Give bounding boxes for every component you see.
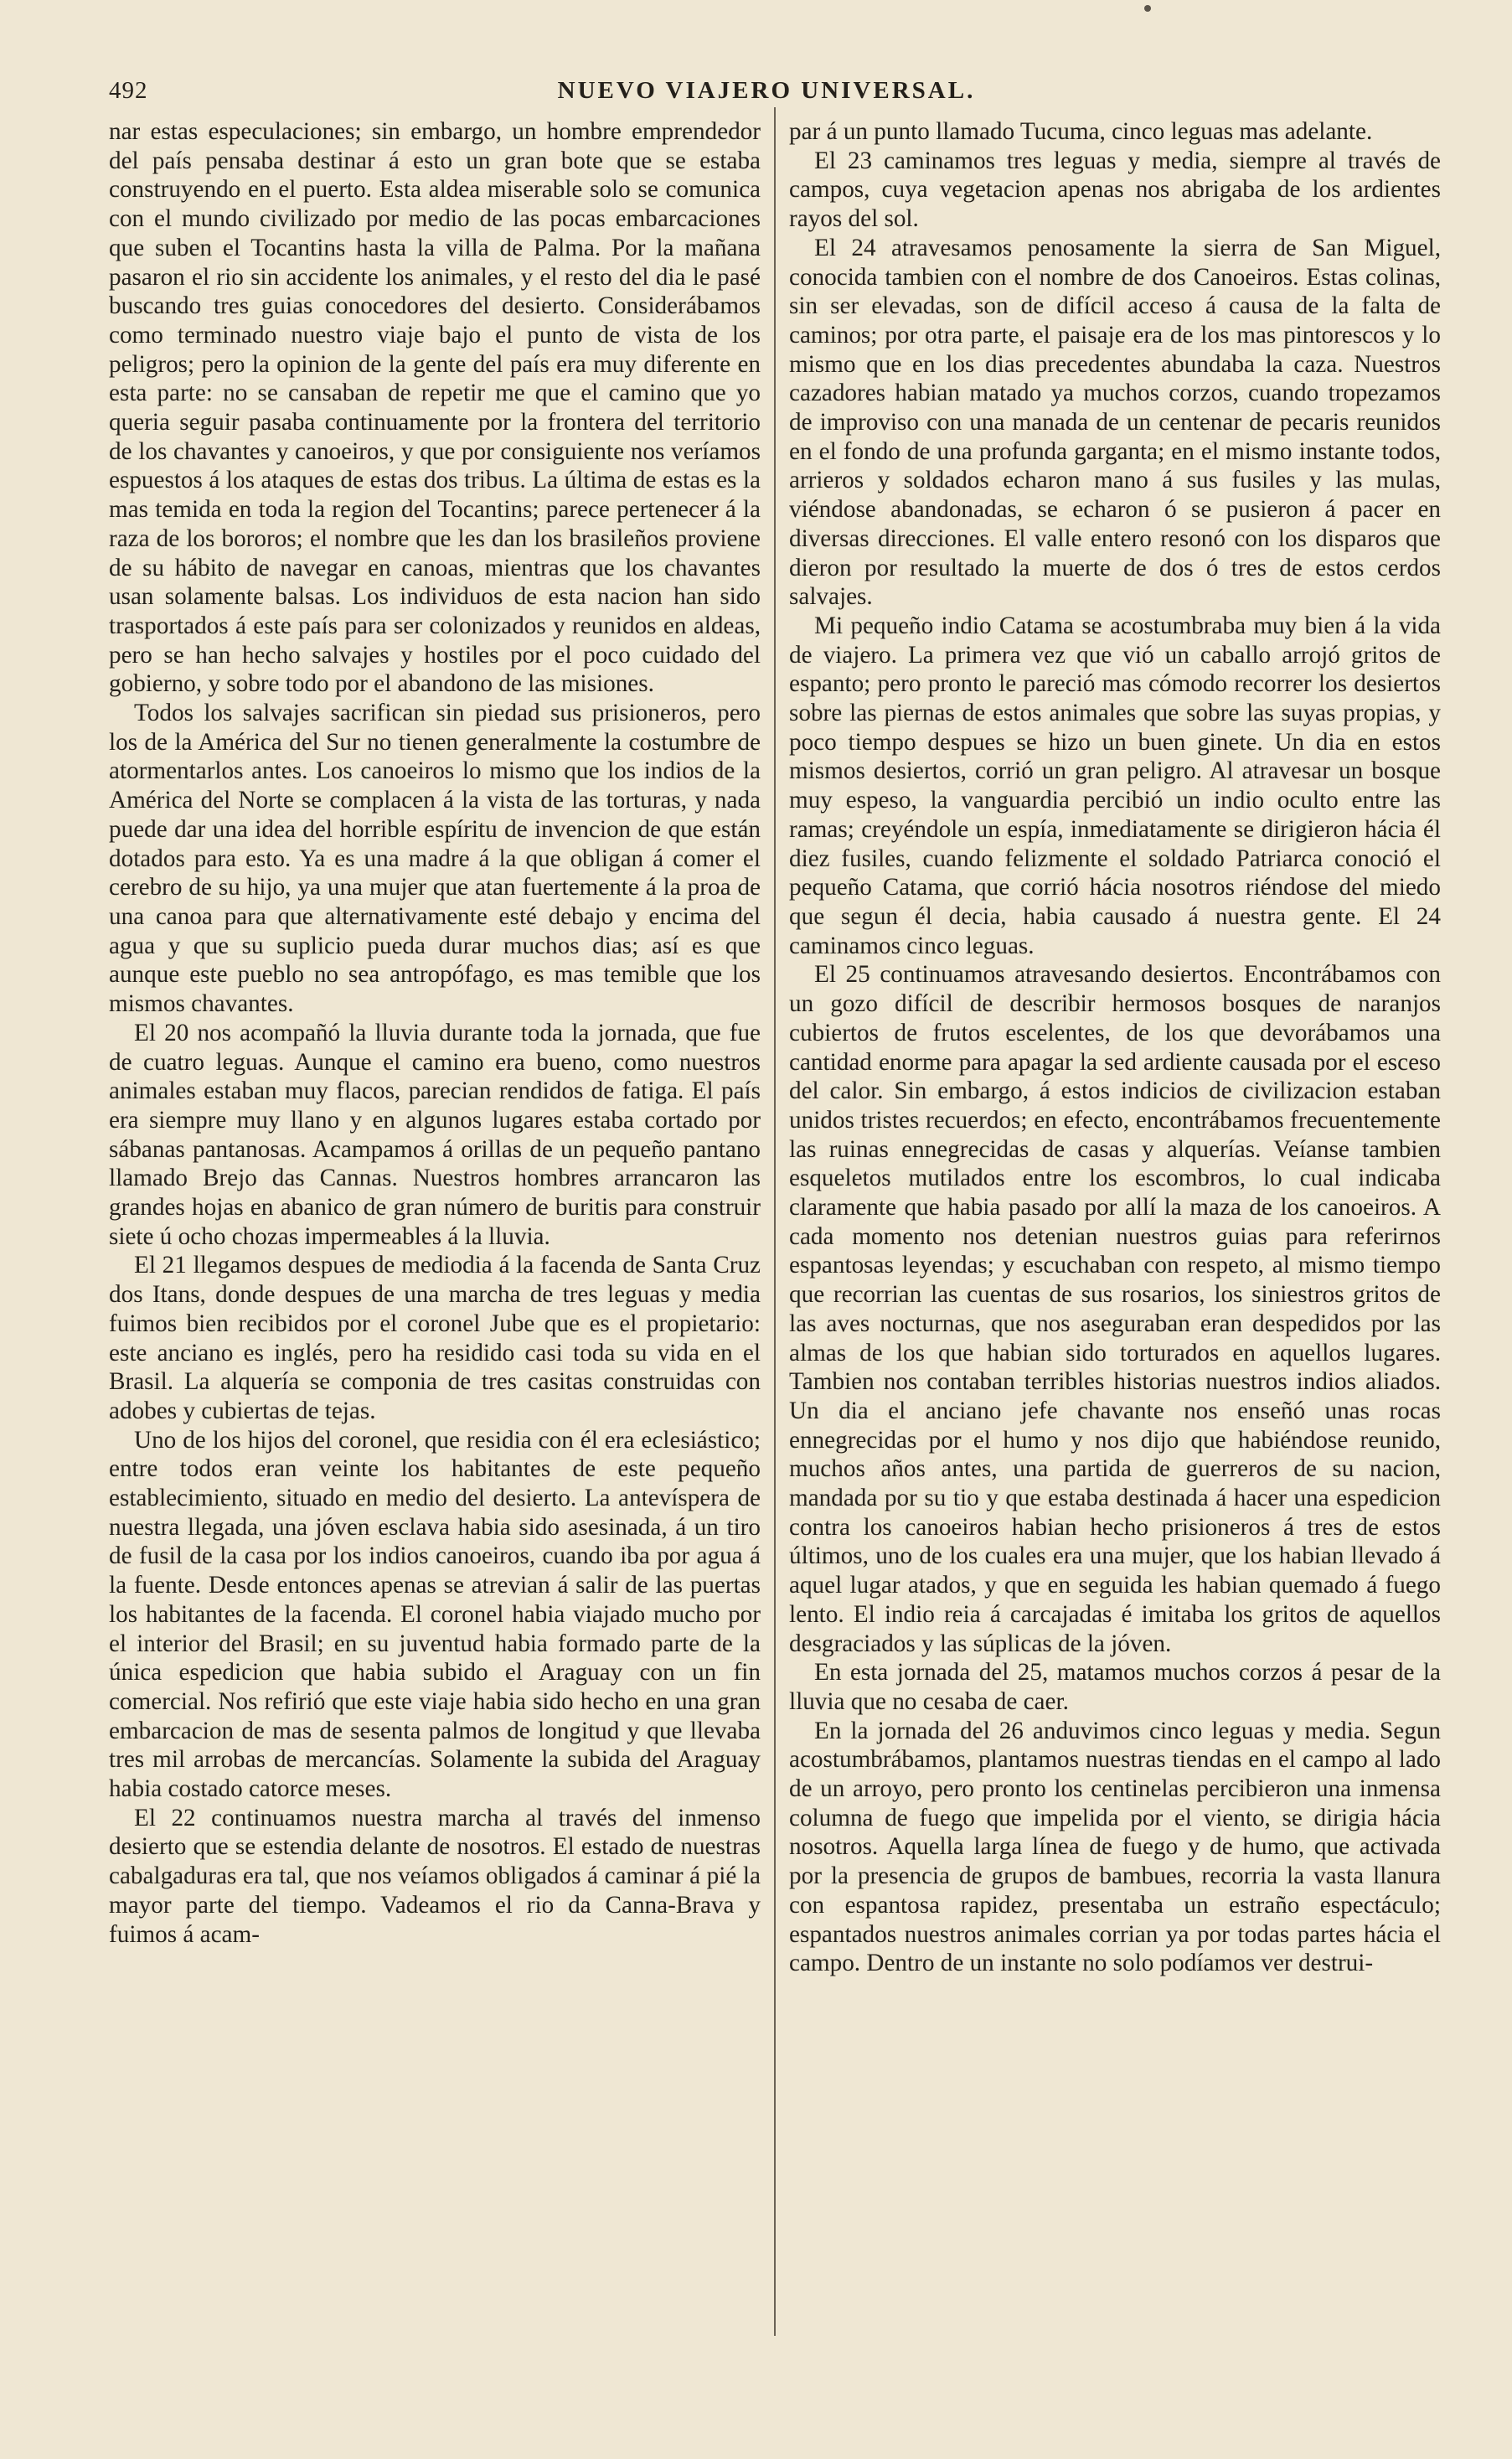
paragraph: Todos los salvajes sacrifican sin piedad sus prisioneros, pero los de la América del Sur no tienen generalmente la costumbre de atormentarlos antes. Los canoeiros lo mismo que los indios de la América del Norte se complacen á la vista de las torturas, y nada puede dar una idea del horrible espíritu de invencion de que están dotados para esto. Ya es una madre á la que obligan á comer el cerebro de su hijo, ya una mujer que atan fuertemente á la proa de una canoa para que alternativamente esté debajo y encima del agua y que su suplicio pueda durar muchos dias; así es que aunque este pueblo no sea antropófago, es mas temible que los mismos chavantes. (109, 700, 761, 1018)
paragraph: El 25 continuamos atravesando desiertos. Encontrábamos con un gozo difícil de describir hermosos bosques de naranjos cubiertos de frutos escelentes, de los que devorábamos una cantidad enorme para apagar la sed ardiente causada por el esceso del calor. Sin embargo, á estos indicios de civilizacion estaban unidos tristes recuerdos; en efecto, encontrábamos frecuentemente las ruinas ennegrecidas de casas y alquerías. Veíanse tambien esqueletos mutilados entre los escombros, lo cual indicaba claramente que habia pasado por allí la maza de los canoeiros. A cada momento nos detenian nuestros guias para referirnos espantosas leyendas; y escuchaban con respeto, al mismo tiempo que recorrian las cuentas de sus rosarios, los siniestros gritos de las aves nocturnas, que nos aseguraban eran despedidos por las almas de los que habian sido torturados en aquellos lugares. Tambien nos contaban terribles historias nuestros indios aliados. Un dia el anciano jefe chavante nos enseñó unas rocas ennegrecidas por el humo y nos dijo que habiéndose reunido, muchos años antes, una partida de guerreros de su nacion, mandada por su tio y que estaba destinada á hacer una espedicion contra los canoeiros habian hecho prisioneros á tres de estos últimos, uno de los cuales era una mujer, que los habian llevado á aquel lugar atados, y que en seguida les habian quemado á fuego lento. El indio reia á carcajadas é imitaba los gritos de aquellos desgraciados y las súplicas de la jóven. (789, 961, 1441, 1657)
paragraph: El 22 continuamos nuestra marcha al través del inmenso desierto que se estendia delante de nosotros. El estado de nuestras cabalgaduras era tal, que nos veíamos obligados á caminar á pié la mayor parte del tiempo. Vadeamos el rio da Canna-Brava y fuimos á acam- (109, 1804, 761, 1948)
paragraph: Uno de los hijos del coronel, que residia con él era eclesiástico; entre todos eran veinte los habitantes de este pequeño establecimiento, situado en medio del desierto. La antevíspera de nuestra llegada, una jóven esclava habia sido asesinada, á un tiro de fusil de la casa por los indios canoeiros, cuando iba por agua á la fuente. Desde entonces apenas se atrevian á salir de las puertas los habitantes de la facenda. El coronel habia viajado mucho por el interior del Brasil; en su juventud habia formado parte de la única espedicion que habia subido el Araguay con un fin comercial. Nos refirió que este viaje habia sido hecho en una gran embarcacion de mas de sesenta palmos de longitud y que llevaba tres mil arrobas de mercancías. Solamente la subida del Araguay habia costado catorce meses. (109, 1426, 761, 1803)
paragraph: En la jornada del 26 anduvimos cinco leguas y media. Segun acostumbrábamos, plantamos nuestras tiendas en el campo al lado de un arroyo, pero pronto los centinelas percibieron una inmensa columna de fuego que impelida por el viento, se dirigia hácia nosotros. Aquella larga línea de fuego y de humo, que activada por la presencia de grupos de bambues, recorria la vasta llanura con espantosa rapidez, presentaba un estraño espectáculo; espantados nuestros animales corrian ya por todas partes hácia el campo. Dentro de un instante no solo podíamos ver destrui- (789, 1717, 1441, 1977)
page-header (109, 77, 1424, 111)
ink-speck (1144, 5, 1151, 12)
column-divider (774, 107, 776, 2336)
left-column (109, 117, 761, 2346)
paragraph: Mi pequeño indio Catama se acostumbraba muy bien á la vida de viajero. La primera vez que vió un caballo arrojó gritos de espanto; pero pronto le pareció mas cómodo recorrer los desiertos sobre las piernas de estos animales que sobre las suyas propias, y poco tiempo despues se hizo un buen ginete. Un dia en estos mismos desiertos, corrió un gran peligro. Al atravesar un bosque muy espeso, la vanguardia percibió un indio oculto entre las ramas; creyéndole un espía, inmediatamente se dirigieron hácia él diez fusiles, cuando felizmente el soldado Patriarca conoció el pequeño Catama, que corrió hácia nosotros riéndose del miedo que segun él decia, habia causado á nuestra gente. El 24 caminamos cinco leguas. (789, 612, 1441, 959)
paragraph: El 23 caminamos tres leguas y media, siempre al través de campos, cuya vegetacion apenas nos abrigaba de los ardientes rayos del sol. (789, 147, 1441, 233)
paragraph: En esta jornada del 25, matamos muchos corzos á pesar de la lluvia que no cesaba de caer. (789, 1659, 1441, 1715)
running-title: NUEVO VIAJERO UNIVERSAL. (557, 77, 976, 104)
paragraph: nar estas especulaciones; sin embargo, un hombre emprendedor del país pensaba destinar á esto un gran bote que se estaba construyendo en el puerto. Esta aldea miserable solo se comunica con el mundo civilizado por medio de las pocas embarcaciones que suben el Tocantins hasta la villa de Palma. Por la mañana pasaron el rio sin accidente los animales, y el resto del dia le pasé buscando tres guias conocedores del desierto. Considerábamos como terminado nuestro viaje bajo el punto de vista de los peligros; pero la opinion de la gente del país era muy diferente en esta parte: no se cansaban de repetir me que el camino que yo queria seguir pasaba continuamente por la frontera del territorio de los chavantes y canoeiros, y que por consiguiente nos veríamos espuestos á los ataques de estas dos tribus. La última de estas es la mas temida en toda la region del Tocantins; parece pertenecer á la raza de los bororos; el nombre que les dan los brasileños proviene de su hábito de navegar en canoas, mientras que los chavantes usan solamente balsas. Los individuos de esta nacion han sido trasportados á este país para ser colonizados y reunidos en aldeas, pero se han hecho salvajes y hostiles por el poco cuidado del gobierno, y sobre todo por el abandono de las misiones. (109, 118, 761, 698)
paragraph: El 21 llegamos despues de mediodia á la facenda de Santa Cruz dos Itans, donde despues de una marcha de tres leguas y media fuimos bien recibidos por el coronel Jube que es el propietario: este anciano es inglés, pero ha residido casi toda su vida en el Brasil. La alquería se componia de tres casitas construidas con adobes y cubiertas de tejas. (109, 1252, 761, 1424)
paragraph: par á un punto llamado Tucuma, cinco leguas mas adelante. (789, 118, 1373, 145)
right-column (789, 117, 1441, 2346)
page-number: 492 (109, 77, 148, 104)
paragraph: El 20 nos acompañó la lluvia durante toda la jornada, que fue de cuatro leguas. Aunque el camino era bueno, como nuestros animales estaban muy flacos, parecian rendidos de fatiga. El país era siempre muy llano y en algunos lugares estaba cortado por sábanas pantanosas. Acampamos á orillas de un pequeño pantano llamado Brejo das Cannas. Nuestros hombres arrancaron las grandes hojas en abanico de gran número de buritis para construir siete ú ocho chozas impermeables á la lluvia. (109, 1019, 761, 1250)
paragraph: El 24 atravesamos penosamente la sierra de San Miguel, conocida tambien con el nombre de dos Canoeiros. Estas colinas, sin ser elevadas, son de difícil acceso á causa de la falta de caminos; por otra parte, el paisaje era de los mas pintorescos y lo mismo que en los dias precedentes abundaba la caza. Nuestros cazadores habian matado ya muchos corzos, cuando tropezamos de improviso con una manada de un centenar de pecaris reunidos en el fondo de una profunda garganta; en el mismo instante todos, arrieros y soldados echaron mano á sus fusiles y las mulas, viéndose abandonadas, se echaron ó se pusieron á pacer en diversas direcciones. El valle entero resonó con los disparos que dieron por resultado la muerte de dos ó tres de estos cerdos salvajes. (789, 234, 1441, 611)
